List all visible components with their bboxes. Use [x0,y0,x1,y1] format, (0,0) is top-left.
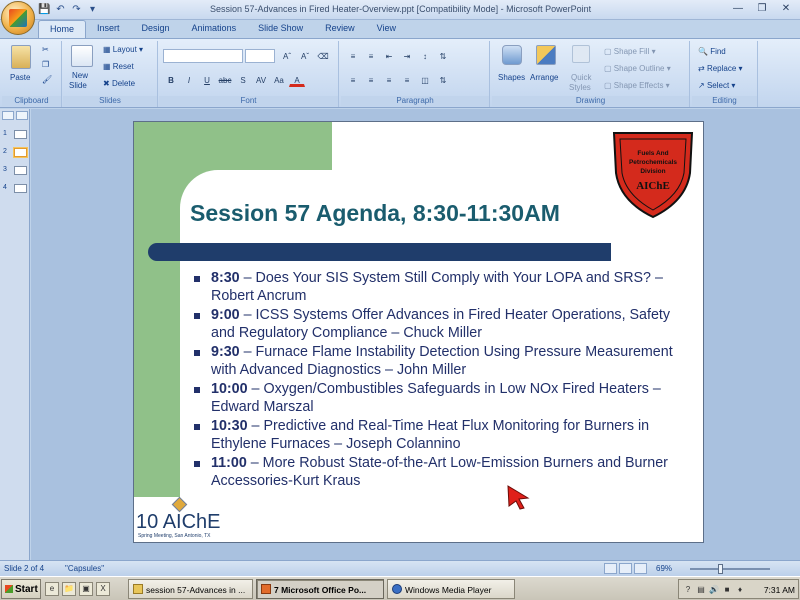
font-style-tools [163,73,305,87]
diamond-icon [172,497,188,513]
slide-canvas[interactable] [31,109,800,560]
decrease-indent-icon[interactable]: ⇤ [385,52,393,61]
tray-icons [683,584,745,595]
tab-review[interactable]: Review [325,23,355,33]
list-tools [345,49,451,63]
line-spacing-icon[interactable]: ↕ [423,52,427,61]
font-group [159,41,339,107]
agenda-item [194,270,694,305]
agenda-list[interactable] [194,270,694,492]
media-player-icon [392,584,402,594]
window-controls [726,1,798,17]
thumbnail-preview [14,184,27,193]
find-button[interactable]: 🔍 Find [698,47,726,56]
tab-home[interactable]: Home [38,20,86,38]
layout-button[interactable]: ▦ Layout ▾ [103,45,144,54]
agenda-time: 8:30 [211,270,240,286]
editing-group [692,41,758,107]
zoom-level[interactable]: 69% [656,564,673,573]
qat-dropdown-icon[interactable]: ▾ [89,4,96,15]
ribbon-tabs [38,20,407,38]
new-slide-label-1[interactable]: New [72,71,89,80]
windows-taskbar [0,576,800,600]
shape-fill-button[interactable]: ▢ Shape Fill ▾ [604,47,656,56]
agenda-text: – Furnace Flame Instability Detection Using Pressure Measurement with Advanced Diagnostics – John Miller [211,344,673,378]
task-label: 7 Microsoft Office Po... [274,585,367,595]
text-direction-icon[interactable]: ⇅ [439,52,447,61]
theme-name: "Capsules" [65,564,105,573]
quick-access-toolbar [38,3,99,16]
slides-label: Slides [63,96,157,106]
new-slide-label-2[interactable]: Slide [69,81,87,90]
agenda-time: 11:00 [211,455,247,471]
agenda-item [194,455,694,490]
clipboard-label: Clipboard [2,96,61,106]
agenda-item [194,381,694,416]
cut-icon[interactable]: ✂ [42,45,49,54]
font-size-select[interactable] [245,49,275,63]
reset-label: Reset [112,62,134,71]
title-bar [0,0,800,20]
undo-icon[interactable]: ↶ [56,4,65,15]
outline-tab-icon[interactable] [16,111,28,120]
tab-slide-show[interactable]: Slide Show [258,23,304,33]
arrange-button[interactable]: Arrange [530,73,559,82]
slide-title[interactable]: Session 57 Agenda, 8:30-11:30AM [190,200,560,226]
taskbar-folder-window[interactable] [128,579,253,599]
quick-styles-label-2[interactable]: Styles [569,83,591,92]
char-spacing-icon[interactable]: AV [255,76,267,85]
shield-line-1: Fuels And [637,150,669,157]
mouse-pointer-icon [506,484,530,510]
zoom-slider[interactable] [690,568,770,570]
quick-styles-icon[interactable] [572,45,590,63]
taskbar-media-player-window[interactable] [387,579,515,599]
shrink-font-icon[interactable]: Aˇ [301,52,309,61]
folder-icon [133,584,143,594]
drawing-group [492,41,690,107]
tab-design[interactable]: Design [141,23,170,33]
change-case-icon[interactable]: Aa [274,76,284,85]
agenda-item [194,307,694,342]
font-size-tools [279,49,331,63]
zoom-slider-thumb[interactable] [718,564,723,574]
shape-fill-label: Shape Fill [613,47,650,56]
quick-launch [45,582,110,596]
save-icon[interactable]: 💾 [38,4,51,15]
agenda-time: 10:00 [211,381,248,397]
taskbar-powerpoint-window[interactable] [256,579,384,599]
task-label: session 57-Advances in ... [146,585,246,595]
shapes-button[interactable]: Shapes [498,73,526,82]
replace-button[interactable]: ⇄ Replace ▾ [698,64,743,73]
find-label: Find [710,47,726,56]
slides-group [63,41,158,107]
shadow-icon[interactable]: S [240,76,246,85]
task-label: Windows Media Player [405,585,492,595]
slide[interactable] [133,121,704,543]
shape-effects-button[interactable]: ▢ Shape Effects ▾ [604,81,670,90]
shape-outline-label: Shape Outline [613,64,665,73]
thumbnail-preview [14,166,27,175]
tab-animations[interactable]: Animations [191,23,237,33]
network-icon[interactable]: ▤ [697,585,705,594]
layout-label: Layout [112,45,137,54]
tab-insert[interactable]: Insert [97,23,120,33]
slides-pane [0,109,30,560]
columns-icon[interactable]: ◫ [421,76,429,85]
agenda-text: – Predictive and Real-Time Heat Flux Monitoring for Burners in Ethylene Furnaces – Joseph Colannino [211,418,650,452]
strikethrough-icon[interactable]: abc [218,76,232,85]
aiche-spring-meeting-logo [136,495,236,541]
pane-tabs [2,111,28,120]
align-right-icon[interactable]: ≡ [386,76,392,85]
agenda-text: – More Robust State-of-the-Art Low-Emission Burners and Burner Accessories-Kurt Kraus [211,455,668,489]
start-button[interactable]: Start [1,579,41,599]
grow-font-icon[interactable]: Aˆ [283,52,291,61]
paragraph-group [341,41,490,107]
powerpoint-icon [261,584,271,594]
normal-view-icon[interactable] [604,563,617,574]
office-logo-icon [9,9,27,27]
select-button[interactable]: ↗ Select ▾ [698,81,736,90]
bullets-icon[interactable]: ≡ [350,52,356,61]
new-slide-icon[interactable] [71,45,93,67]
thumbnail-number: 3 [3,166,7,173]
slide-sorter-icon[interactable] [619,563,632,574]
agenda-item [194,418,694,453]
volume-icon[interactable]: 🔊 [709,585,719,594]
copy-icon[interactable]: ❐ [42,60,50,69]
office-button[interactable] [1,1,35,35]
status-bar [0,560,800,576]
delete-label: Delete [111,79,136,88]
desktop-icon[interactable]: ▣ [79,582,93,596]
paragraph-label: Paragraph [341,96,489,106]
reset-button[interactable]: ▦ Reset [103,62,134,71]
thumbnail-number: 1 [3,130,7,137]
ribbon [0,38,800,108]
browser-icon[interactable]: e [45,582,59,596]
agenda-text: – Does Your SIS System Still Comply with Your LOPA and SRS? – Robert Ancrum [211,270,663,304]
select-label: Select [706,81,730,90]
thumbnail-preview [14,148,27,157]
font-name-select[interactable] [163,49,243,63]
slide-counter: Slide 2 of 4 [4,564,45,573]
slides-tab-icon[interactable] [2,111,14,120]
window-title: Session 57-Advances in Fired Heater-Overview.ppt [Compatibility Mode] - Microsoft PowerPoint [210,4,592,14]
align-tools [345,73,451,87]
thumbnail-number: 4 [3,184,7,191]
align-text-icon[interactable]: ⇅ [439,76,447,85]
paste-button[interactable]: Paste [10,73,31,82]
delete-button[interactable]: ✖ Delete [103,79,136,88]
excel-icon[interactable]: X [96,582,110,596]
clear-format-icon[interactable]: ⌫ [317,52,329,61]
thumbnail-preview [14,130,27,139]
numbering-icon[interactable]: ≡ [368,52,374,61]
font-label: Font [159,96,338,106]
system-tray [678,579,799,599]
quick-styles-label-1[interactable]: Quick [571,73,592,82]
redo-icon[interactable]: ↷ [72,4,81,15]
aiche-shield-logo [610,127,696,219]
increase-indent-icon[interactable]: ⇥ [403,52,411,61]
slide-thumbnail[interactable] [2,129,28,141]
shapes-icon[interactable] [502,45,522,65]
shield-line-4: AIChE [636,180,670,192]
agenda-time: 10:30 [211,418,248,434]
close-icon[interactable]: ✕ [781,3,791,14]
font-color-icon[interactable]: A [289,73,305,87]
justify-icon[interactable]: ≡ [404,76,410,85]
view-buttons [604,563,647,574]
minimize-icon[interactable]: — [733,3,743,14]
maximize-icon[interactable]: ❐ [757,3,767,14]
logo-main-text: 10 AIChE [136,511,221,533]
agenda-item [194,344,694,379]
security-icon[interactable]: ■ [724,585,730,594]
explorer-icon[interactable]: 📁 [62,582,76,596]
italic-icon[interactable]: I [187,76,191,85]
editing-label: Editing [692,96,757,106]
align-left-icon[interactable]: ≡ [350,76,356,85]
shield-line-2: Petrochemicals [628,159,678,166]
clipboard-group [2,41,62,107]
clock[interactable]: 7:31 AM [763,585,795,595]
replace-label: Replace [706,64,737,73]
agenda-text: – ICSS Systems Offer Advances in Fired Heater Operations, Safety and Regulatory Compliance – Chuck Miller [211,307,671,341]
format-painter-icon[interactable]: 🖌 [42,75,53,84]
paste-icon[interactable] [11,45,31,69]
arrange-icon[interactable] [536,45,556,65]
shape-outline-button[interactable]: ▢ Shape Outline ▾ [604,64,671,73]
thumbnail-number: 2 [3,148,7,155]
antivirus-icon[interactable]: ♦ [737,585,743,594]
drawing-label: Drawing [492,96,689,106]
underline-icon[interactable]: U [204,76,210,85]
slide-thumbnail-selected[interactable] [2,147,28,159]
tab-view[interactable]: View [376,23,396,33]
title-underline-bar [148,243,611,261]
slide-show-icon[interactable] [634,563,647,574]
bold-icon[interactable]: B [168,76,174,85]
agenda-text: – Oxygen/Combustibles Safeguards in Low NOx Fired Heaters – Edward Marszal [211,381,661,415]
logo-sub-text: Spring Meeting, San Antonio, TX [138,533,211,539]
help-icon[interactable]: ? [685,585,691,594]
shield-line-3: Division [640,168,666,175]
agenda-time: 9:30 [211,344,240,360]
agenda-time: 9:00 [211,307,240,323]
align-center-icon[interactable]: ≡ [368,76,374,85]
slide-thumbnail[interactable] [2,183,28,195]
shape-effects-label: Shape Effects [613,81,664,90]
slide-thumbnail[interactable] [2,165,28,177]
